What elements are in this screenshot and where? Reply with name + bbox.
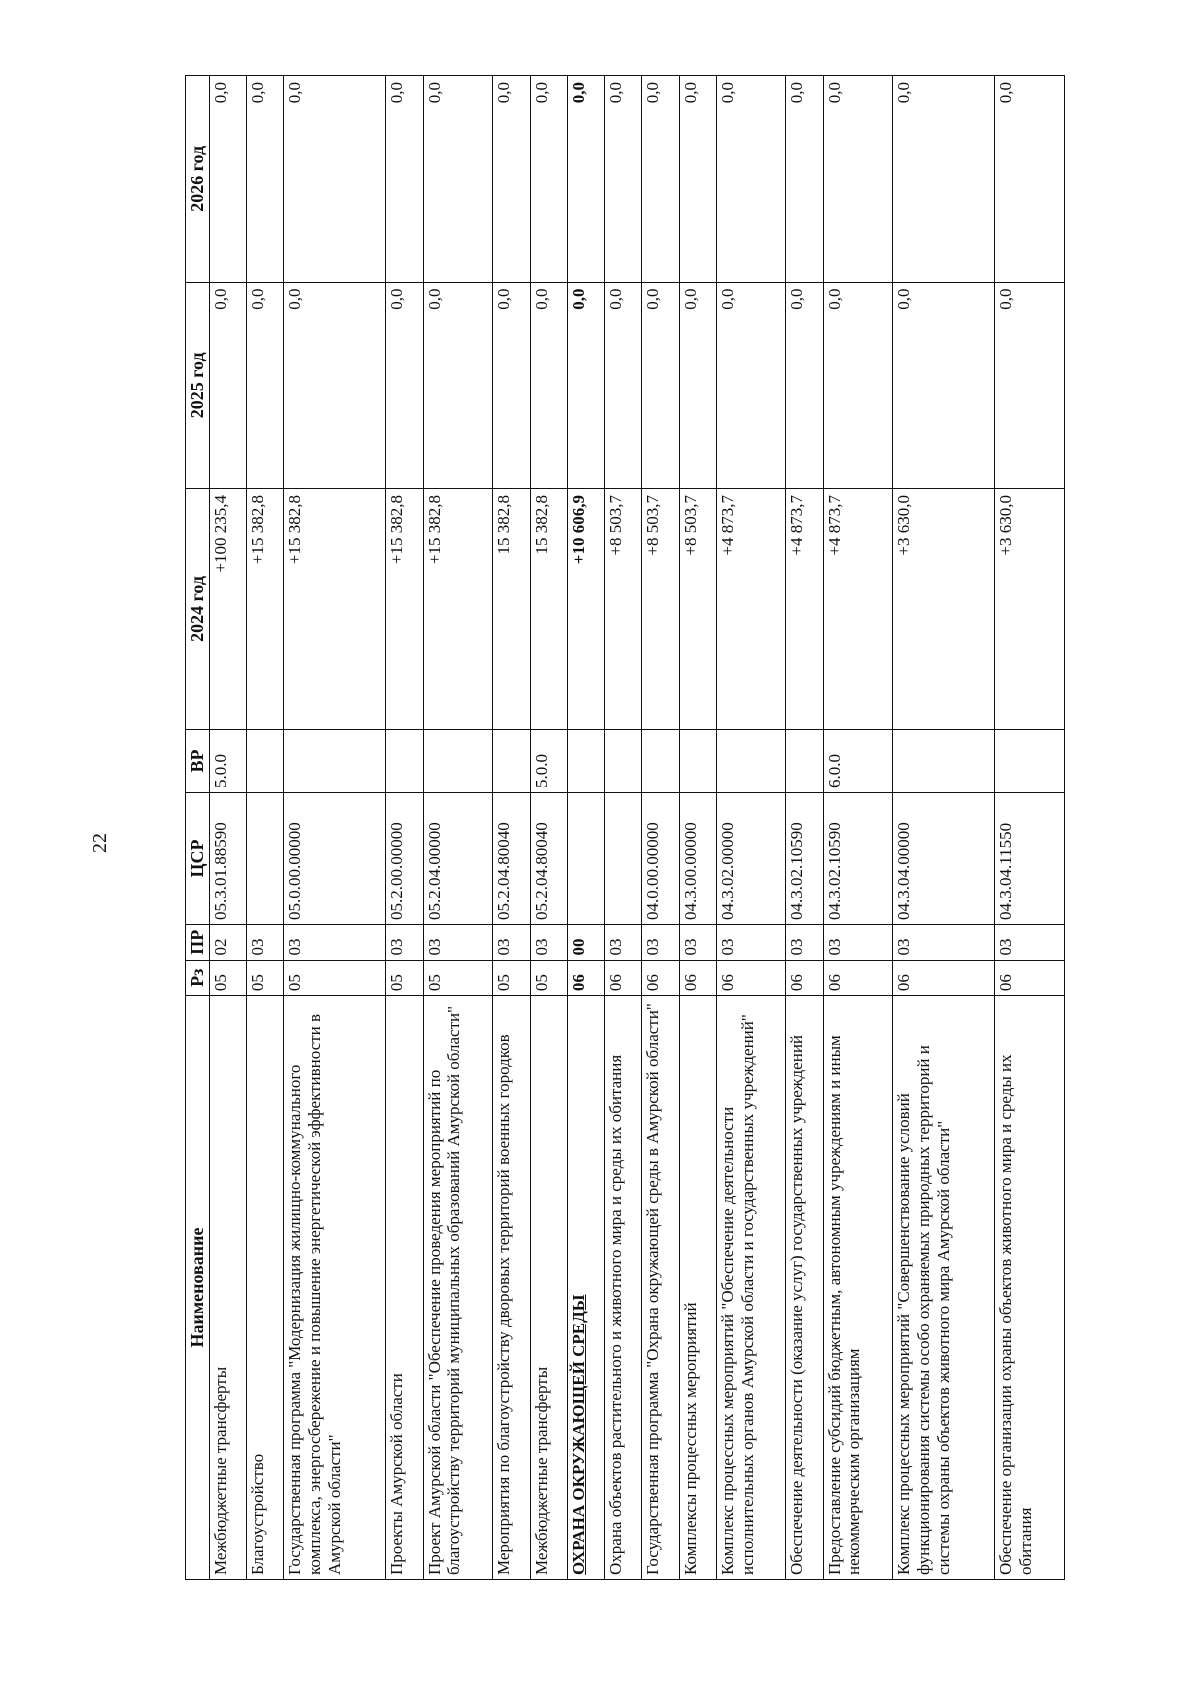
cell-pr: 03 — [786, 924, 823, 960]
cell-csr: 04.3.04.11550 — [995, 793, 1065, 925]
cell-vr: 6.0.0 — [823, 729, 893, 792]
table-row — [679, 76, 716, 1580]
cell-2025: 0,0 — [423, 282, 493, 488]
cell-pr: 03 — [284, 924, 386, 960]
cell-name: Благоустройство — [247, 996, 284, 1580]
cell-rz: 05 — [530, 960, 567, 996]
table-row — [642, 76, 679, 1580]
cell-vr — [386, 729, 423, 792]
header-2025: 2025 год — [186, 282, 210, 488]
budget-table — [185, 75, 1065, 1580]
cell-pr: 03 — [642, 924, 679, 960]
cell-name: Межбюджетные трансферты — [530, 996, 567, 1580]
cell-pr: 03 — [893, 924, 995, 960]
cell-pr: 03 — [247, 924, 284, 960]
cell-2026: 0,0 — [823, 76, 893, 283]
cell-2025: 0,0 — [530, 282, 567, 488]
cell-pr: 00 — [567, 924, 604, 960]
table-row — [284, 76, 386, 1580]
cell-pr: 03 — [386, 924, 423, 960]
cell-name: Комплекс процессных мероприятий "Обеспечение деятельности исполнительных органов Амурской области и государственных учреждений" — [716, 996, 786, 1580]
cell-2026: 0,0 — [209, 76, 246, 283]
cell-2024: +15 382,8 — [247, 489, 284, 730]
cell-2024: +4 873,7 — [716, 489, 786, 730]
cell-2025: 0,0 — [786, 282, 823, 488]
cell-name: Предоставление субсидий бюджетным, автономным учреждениям и иным некоммерческим организациям — [823, 996, 893, 1580]
cell-pr: 03 — [823, 924, 893, 960]
cell-name: Обеспечение организации охраны объектов животного мира и среды их обитания — [995, 996, 1065, 1580]
cell-2026: 0,0 — [786, 76, 823, 283]
cell-name: Мероприятия по благоустройству дворовых территорий военных городков — [493, 996, 530, 1580]
cell-csr: 05.2.04.80040 — [530, 793, 567, 925]
cell-2024: +8 503,7 — [679, 489, 716, 730]
cell-pr: 03 — [493, 924, 530, 960]
cell-name: Государственная программа "Охрана окружающей среды в Амурской области" — [642, 996, 679, 1580]
cell-name: Комплекс процессных мероприятий "Совершенствование условий функционирования системы особо охраняемых природных территорий и системы охраны объектов животного мира Амурской области" — [893, 996, 995, 1580]
header-csr: ЦСР — [186, 793, 210, 925]
cell-2026: 0,0 — [493, 76, 530, 283]
cell-rz: 06 — [823, 960, 893, 996]
cell-2025: 0,0 — [823, 282, 893, 488]
cell-2025: 0,0 — [284, 282, 386, 488]
cell-name: Охрана объектов растительного и животного мира и среды их обитания — [605, 996, 642, 1580]
cell-csr: 05.2.04.00000 — [423, 793, 493, 925]
cell-csr: 05.0.00.00000 — [284, 793, 386, 925]
cell-csr: 04.3.02.00000 — [716, 793, 786, 925]
table-row — [893, 76, 995, 1580]
cell-2024: +8 503,7 — [642, 489, 679, 730]
table-row — [530, 76, 567, 1580]
cell-csr: 04.3.04.00000 — [893, 793, 995, 925]
cell-2024: +3 630,0 — [995, 489, 1065, 730]
table-row — [716, 76, 786, 1580]
cell-csr: 05.2.00.00000 — [386, 793, 423, 925]
cell-name: Обеспечение деятельности (оказание услуг) государственных учреждений — [786, 996, 823, 1580]
header-name: Наименование — [186, 996, 210, 1580]
cell-pr: 02 — [209, 924, 246, 960]
cell-vr: 5.0.0 — [209, 729, 246, 792]
cell-2024: +15 382,8 — [386, 489, 423, 730]
cell-csr: 05.3.01.88590 — [209, 793, 246, 925]
cell-csr: 04.3.02.10590 — [786, 793, 823, 925]
cell-vr — [716, 729, 786, 792]
cell-2024: +4 873,7 — [786, 489, 823, 730]
cell-pr: 03 — [605, 924, 642, 960]
header-2026: 2026 год — [186, 76, 210, 283]
cell-2026: 0,0 — [605, 76, 642, 283]
cell-pr: 03 — [716, 924, 786, 960]
cell-2026: 0,0 — [247, 76, 284, 283]
cell-2025: 0,0 — [567, 282, 604, 488]
cell-2026: 0,0 — [642, 76, 679, 283]
cell-rz: 05 — [247, 960, 284, 996]
cell-vr — [893, 729, 995, 792]
cell-rz: 05 — [493, 960, 530, 996]
cell-2026: 0,0 — [716, 76, 786, 283]
cell-2025: 0,0 — [716, 282, 786, 488]
table-header-row — [186, 76, 210, 1580]
table-row — [605, 76, 642, 1580]
cell-vr — [284, 729, 386, 792]
cell-pr: 03 — [530, 924, 567, 960]
cell-2026: 0,0 — [567, 76, 604, 283]
cell-2025: 0,0 — [209, 282, 246, 488]
cell-rz: 06 — [995, 960, 1065, 996]
cell-csr: 04.3.02.10590 — [823, 793, 893, 925]
cell-csr — [605, 793, 642, 925]
cell-2024: 15 382,8 — [493, 489, 530, 730]
table-row — [995, 76, 1065, 1580]
cell-2024: +10 606,9 — [567, 489, 604, 730]
cell-vr — [567, 729, 604, 792]
cell-2024: 15 382,8 — [530, 489, 567, 730]
cell-2024: +15 382,8 — [423, 489, 493, 730]
table-row — [567, 76, 604, 1580]
cell-rz: 06 — [605, 960, 642, 996]
cell-2024: +100 235,4 — [209, 489, 246, 730]
cell-rz: 06 — [679, 960, 716, 996]
cell-name: Проект Амурской области "Обеспечение проведения мероприятий по благоустройству территорий муниципальных образований Амурской области" — [423, 996, 493, 1580]
cell-rz: 05 — [423, 960, 493, 996]
cell-csr: 04.0.00.00000 — [642, 793, 679, 925]
cell-2025: 0,0 — [893, 282, 995, 488]
cell-name: Государственная программа "Модернизация жилищно-коммунального комплекса, энергосбережение и повышение энергетической эффективности в Амурской области" — [284, 996, 386, 1580]
cell-csr — [247, 793, 284, 925]
cell-2025: 0,0 — [493, 282, 530, 488]
cell-rz: 06 — [642, 960, 679, 996]
header-rz: Рз — [186, 960, 210, 996]
cell-2025: 0,0 — [247, 282, 284, 488]
cell-rz: 05 — [209, 960, 246, 996]
cell-name: Проекты Амурской области — [386, 996, 423, 1580]
cell-csr — [567, 793, 604, 925]
cell-vr — [679, 729, 716, 792]
cell-vr — [786, 729, 823, 792]
header-vr: ВР — [186, 729, 210, 792]
table-row — [209, 76, 246, 1580]
table-row — [247, 76, 284, 1580]
table-row — [493, 76, 530, 1580]
cell-vr — [493, 729, 530, 792]
cell-2026: 0,0 — [679, 76, 716, 283]
cell-rz: 05 — [386, 960, 423, 996]
cell-rz: 05 — [284, 960, 386, 996]
cell-rz: 06 — [893, 960, 995, 996]
table-row — [823, 76, 893, 1580]
cell-2026: 0,0 — [530, 76, 567, 283]
cell-rz: 06 — [567, 960, 604, 996]
table-row — [423, 76, 493, 1580]
cell-2025: 0,0 — [642, 282, 679, 488]
cell-2025: 0,0 — [605, 282, 642, 488]
cell-pr: 03 — [423, 924, 493, 960]
page-number: 22 — [89, 833, 111, 853]
cell-name: Комплексы процессных мероприятий — [679, 996, 716, 1580]
header-2024: 2024 год — [186, 489, 210, 730]
cell-pr: 03 — [995, 924, 1065, 960]
cell-2025: 0,0 — [995, 282, 1065, 488]
cell-2026: 0,0 — [423, 76, 493, 283]
cell-2026: 0,0 — [995, 76, 1065, 283]
cell-rz: 06 — [786, 960, 823, 996]
cell-2026: 0,0 — [284, 76, 386, 283]
cell-vr — [605, 729, 642, 792]
cell-name: ОХРАНА ОКРУЖАЮЩЕЙ СРЕДЫ — [567, 996, 604, 1580]
cell-vr — [642, 729, 679, 792]
table-row — [786, 76, 823, 1580]
cell-name: Межбюджетные трансферты — [209, 996, 246, 1580]
header-pr: ПР — [186, 924, 210, 960]
cell-csr: 05.2.04.80040 — [493, 793, 530, 925]
rotated-table-container — [185, 75, 1065, 1580]
cell-2025: 0,0 — [679, 282, 716, 488]
cell-2026: 0,0 — [893, 76, 995, 283]
cell-rz: 06 — [716, 960, 786, 996]
cell-2024: +4 873,7 — [823, 489, 893, 730]
cell-2024: +15 382,8 — [284, 489, 386, 730]
cell-2024: +3 630,0 — [893, 489, 995, 730]
cell-2025: 0,0 — [386, 282, 423, 488]
cell-vr — [995, 729, 1065, 792]
cell-2026: 0,0 — [386, 76, 423, 283]
cell-vr: 5.0.0 — [530, 729, 567, 792]
cell-pr: 03 — [679, 924, 716, 960]
cell-2024: +8 503,7 — [605, 489, 642, 730]
cell-vr — [247, 729, 284, 792]
cell-vr — [423, 729, 493, 792]
cell-csr: 04.3.00.00000 — [679, 793, 716, 925]
table-body — [209, 76, 1064, 1580]
table-row — [386, 76, 423, 1580]
